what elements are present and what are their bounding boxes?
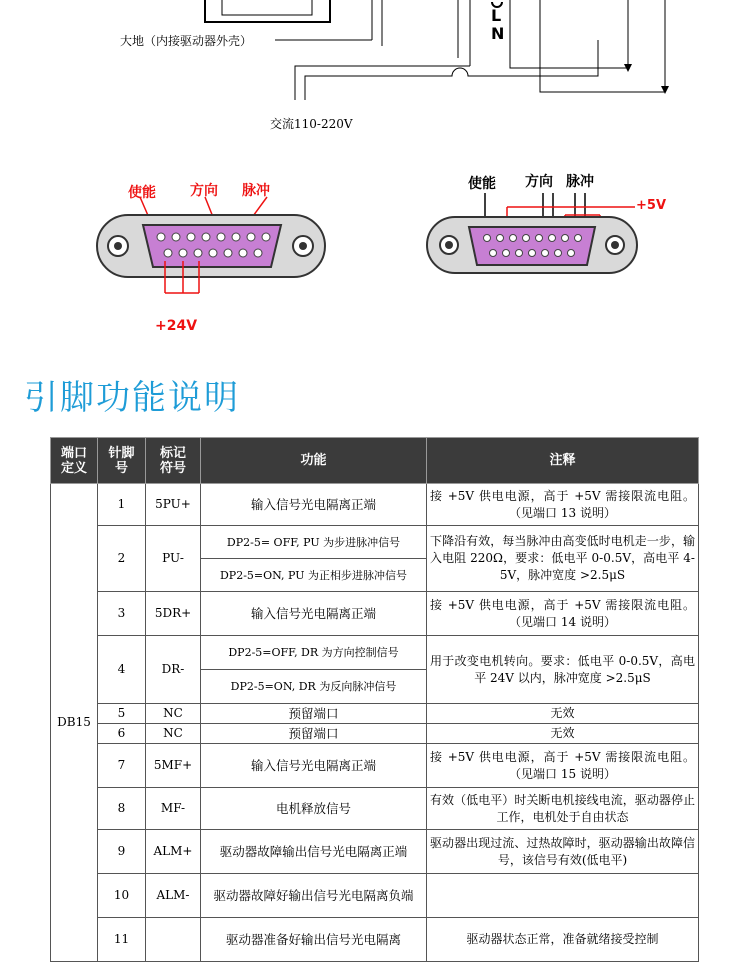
symbol-cell: 5MF+	[146, 744, 201, 788]
header-pin: 针脚 号	[98, 438, 146, 484]
function-cell: 驱动器故障好输出信号光电隔离负端	[201, 874, 427, 918]
symbol-cell: ALM+	[146, 830, 201, 874]
note-cell: 有效（低电平）时关断电机接线电流，驱动器停止工作，电机处于自由状态	[427, 788, 699, 830]
symbol-cell: ALM-	[146, 874, 201, 918]
pin-cell: 6	[98, 724, 146, 744]
db15-connector-right	[425, 175, 675, 305]
wiring-diagram	[0, 0, 750, 135]
note-cell	[427, 874, 699, 918]
port-cell: DB15	[51, 484, 98, 962]
note-cell: 无效	[427, 724, 699, 744]
table-row	[51, 592, 699, 636]
symbol-cell: PU-	[146, 526, 201, 592]
note-cell: 接 +5V 供电电源，高于 +5V 需接限流电阻。（见端口 14 说明）	[427, 592, 699, 636]
note-cell: 无效	[427, 704, 699, 724]
right-enable-label: 使能	[468, 176, 496, 192]
symbol-cell: MF-	[146, 788, 201, 830]
pin-cell: 10	[98, 874, 146, 918]
function-cell: 驱动器故障输出信号光电隔离正端	[201, 830, 427, 874]
symbol-cell: 5PU+	[146, 484, 201, 526]
pin-cell: 3	[98, 592, 146, 636]
pin-function-table	[50, 437, 699, 962]
header-symbol: 标记 符号	[146, 438, 201, 484]
section-title: 引脚功能说明	[24, 378, 240, 418]
table-row	[51, 830, 699, 874]
terminal-n: N	[491, 24, 505, 43]
function-cell: 预留端口	[201, 704, 427, 724]
note-cell: 接 +5V 供电电源，高于 +5V 需接限流电阻。（见端口 15 说明）	[427, 744, 699, 788]
function-cell: DP2-5=OFF, DR 为方向控制信号	[201, 636, 427, 670]
pin-cell: 5	[98, 704, 146, 724]
pin-cell: 11	[98, 918, 146, 962]
function-cell: DP2-5= OFF, PU 为步进脉冲信号	[201, 526, 427, 559]
pin-cell: 1	[98, 484, 146, 526]
terminal-l: L	[491, 6, 502, 25]
table-row	[51, 918, 699, 962]
pin-cell: 7	[98, 744, 146, 788]
pin-cell: 2	[98, 526, 146, 592]
function-cell: 输入信号光电隔离正端	[201, 592, 427, 636]
symbol-cell: NC	[146, 704, 201, 724]
table-row	[51, 704, 699, 724]
header-function: 功能	[201, 438, 427, 484]
symbol-cell: NC	[146, 724, 201, 744]
function-cell: 输入信号光电隔离正端	[201, 484, 427, 526]
table-row	[51, 484, 699, 526]
right-pulse-label: 脉冲	[566, 174, 594, 190]
symbol-cell: 5DR+	[146, 592, 201, 636]
function-cell: DP2-5=ON, DR 为反向脉冲信号	[201, 670, 427, 704]
symbol-cell: DR-	[146, 636, 201, 704]
ground-label: 大地（内接驱动器外壳）	[120, 34, 253, 48]
function-cell: 电机释放信号	[201, 788, 427, 830]
pin-cell: 4	[98, 636, 146, 704]
left-enable-label: 使能	[128, 185, 156, 201]
left-pulse-label: 脉冲	[242, 183, 270, 199]
function-cell: 预留端口	[201, 724, 427, 744]
table-row	[51, 526, 699, 559]
note-cell: 驱动器状态正常，准备就绪接受控制	[427, 918, 699, 962]
function-cell: 驱动器准备好输出信号光电隔离	[201, 918, 427, 962]
left-supply-label: +24V	[155, 318, 198, 334]
left-direction-label: 方向	[190, 183, 218, 199]
header-note: 注释	[427, 438, 699, 484]
function-cell: DP2-5=ON, PU 为正相步进脉冲信号	[201, 559, 427, 592]
header-port: 端口 定义	[51, 438, 98, 484]
note-cell: 接 +5V 供电电源，高于 +5V 需接限流电阻。（见端口 13 说明）	[427, 484, 699, 526]
table-header-row	[51, 438, 699, 484]
table-row	[51, 636, 699, 670]
function-cell: 输入信号光电隔离正端	[201, 744, 427, 788]
pin-cell: 9	[98, 830, 146, 874]
note-cell: 驱动器出现过流、过热故障时，驱动器输出故障信号，该信号有效(低电平)	[427, 830, 699, 874]
table-row	[51, 744, 699, 788]
right-direction-label: 方向	[525, 174, 553, 190]
pin-cell: 8	[98, 788, 146, 830]
right-supply-label: +5V	[636, 198, 666, 213]
table-row	[51, 724, 699, 744]
note-cell: 用于改变电机转向。要求：低电平 0-0.5V，高电平 24V 以内，脉冲宽度 >2.5μS	[427, 636, 699, 704]
note-cell: 下降沿有效，每当脉冲由高变低时电机走一步，输入电阻 220Ω，要求：低电平 0-0.5V，高电平 4-5V，脉冲宽度 >2.5μS	[427, 526, 699, 592]
table-row	[51, 788, 699, 830]
ac-label: 交流110-220V	[270, 117, 353, 131]
table-row	[51, 874, 699, 918]
symbol-cell	[146, 918, 201, 962]
